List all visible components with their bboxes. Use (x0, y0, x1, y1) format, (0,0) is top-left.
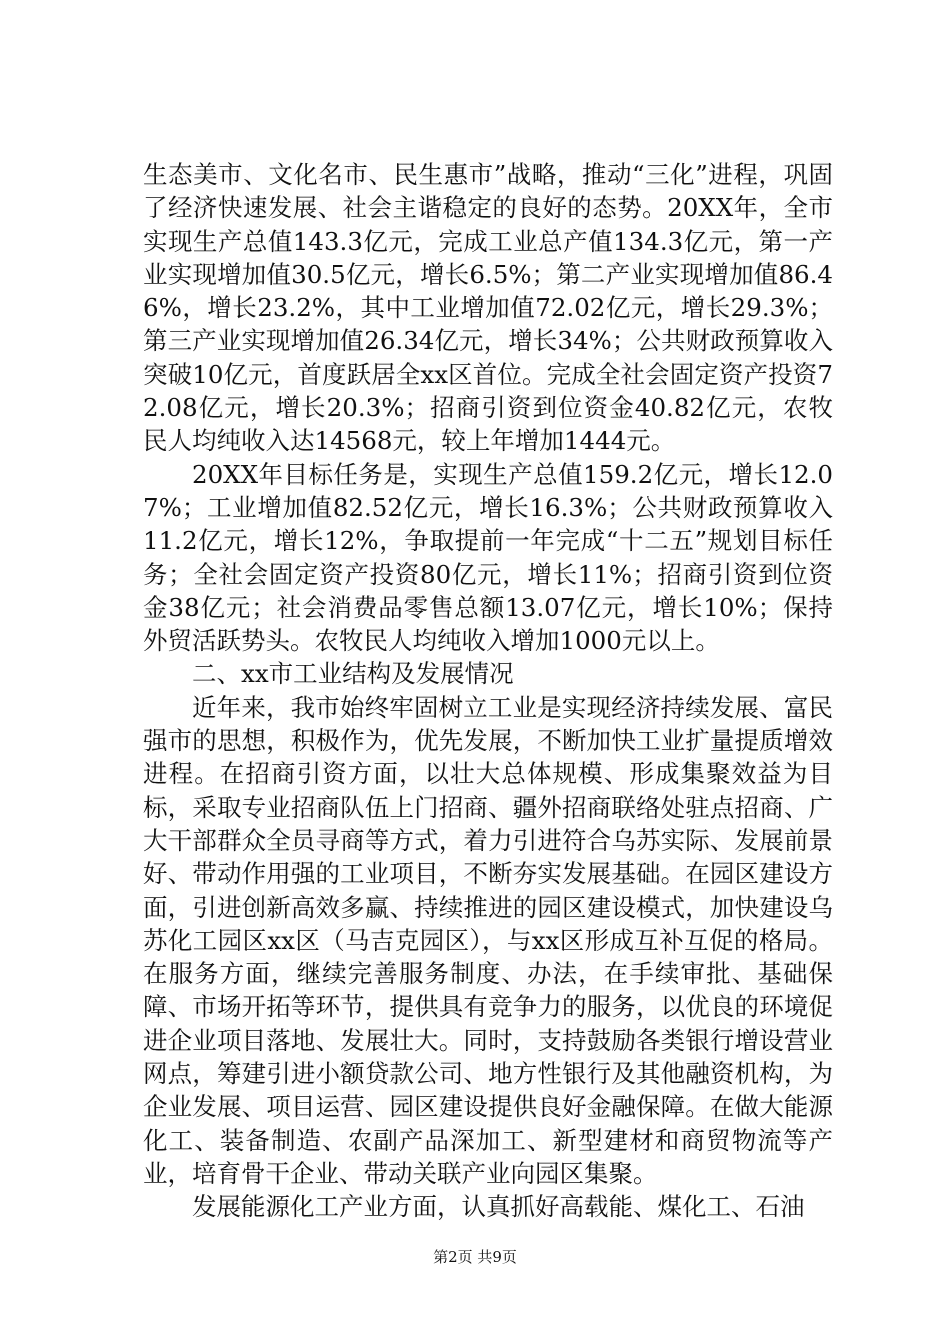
paragraph-industrial-development: 近年来，我市始终牢固树立工业是实现经济持续发展、富民强市的思想，积极作为，优先发展，不断加快工业扩量提质增效进程。在招商引资方面，以壮大总体规模、形成集聚效益为目标，采取专业招商队伍上门招商、疆外招商联络处驻点招商、广大干部群众全员寻商等方式，着力引进符合乌苏实际、发展前景好、带动作用强的工业项目，不断夯实发展基础。在园区建设方面，引进创新高效多赢、持续推进的园区建设模式，加快建设乌苏化工园区xx区（马吉克园区），与xx区形成互补互促的格局。在服务方面，继续完善服务制度、办法，在手续审批、基础保障、市场开拓等环节，提供具有竞争力的服务，以优良的环境促进企业项目落地、发展壮大。同时，支持鼓励各类银行增设营业网点，筹建引进小额贷款公司、地方性银行及其他融资机构，为企业发展、项目运营、园区建设提供良好金融保障。在做大能源化工、装备制造、农副产品深加工、新型建材和商贸物流等产业，培育骨干企业、带动关联产业向园区集聚。 (143, 692, 833, 1188)
section-heading-industrial-structure: 二、xx市工业结构及发展情况 (192, 659, 514, 689)
paragraph-energy-chemical: 发展能源化工产业方面，认真抓好高载能、煤化工、石油 (192, 1192, 805, 1222)
page-footer: 第2页 共9页 (433, 1248, 517, 1266)
paragraph-economic-summary: 生态美市、文化名市、民生惠市”战略，推动“三化”进程，巩固了经济快速发展、社会主谐稳定的良好的态势。20XX年，全市实现生产总值143.3亿元，完成工业总产值134.3亿元，第一产业实现增加值30.5亿元，增长6.5%；第二产业实现增加值86.46%，增长23.2%，其中工业增加值72.02亿元，增长29.3%；第三产业实现增加值26.34亿元，增长34%；公共财政预算收入突破10亿元，首度跃居全xx区首位。完成全社会固定资产投资72.08亿元，增长20.3%；招商引资到位资金40.82亿元，农牧民人均纯收入达14568元，较上年增加1444元。 (143, 160, 833, 456)
document-body (143, 158, 833, 1224)
paragraph-annual-targets: 20XX年目标任务是，实现生产总值159.2亿元，增长12.07%；工业增加值82.52亿元，增长16.3%；公共财政预算收入11.2亿元，增长12%，争取提前一年完成“十二五”规划目标任务；全社会固定资产投资80亿元，增长11%；招商引资到位资金38亿元；社会消费品零售总额13.07亿元，增长10%；保持外贸活跃势头。农牧民人均纯收入增加1000元以上。 (143, 459, 833, 656)
